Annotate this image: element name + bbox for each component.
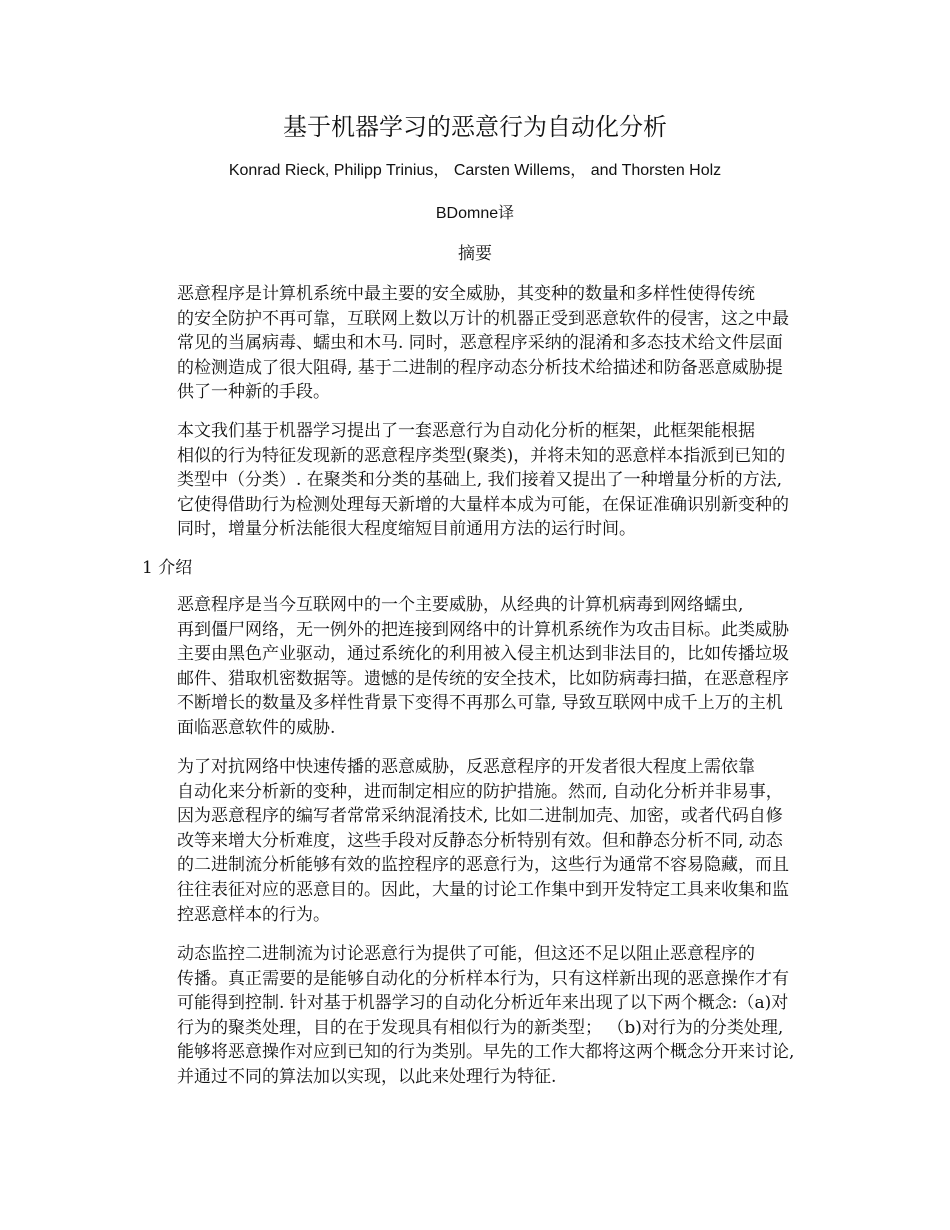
text-line: 的检测造成了很大阻碍, 基于二进制的程序动态分析技术给描述和防备恶意威胁提: [177, 357, 783, 378]
text-line: 自动化来分析新的变种，进而制定相应的防护措施。然而, 自动化分析并非易事，: [177, 781, 783, 802]
text-line: 恶意程序是计算机系统中最主要的安全威胁，其变种的数量和多样性使得传统: [177, 284, 755, 304]
text-line: 动态监控二进制流为讨论恶意行为提供了可能，但这还不足以阻止恶意程序的: [177, 944, 755, 964]
text-line: 控恶意样本的行为。: [177, 904, 330, 925]
text-line: 主要由黑色产业驱动，通过系统化的利用被入侵主机达到非法目的，比如传播垃圾: [177, 644, 789, 665]
text-line: 供了一种新的手段。: [177, 382, 330, 403]
text-line: 常见的当属病毒、蠕虫和木马. 同时，恶意程序采纳的混淆和多态技术给文件层面: [177, 333, 783, 354]
intro-paragraph-2: [142, 755, 812, 927]
text-line: 为了对抗网络中快速传播的恶意威胁，反恶意程序的开发者很大程度上需依靠: [177, 757, 755, 777]
text-line: 它使得借助行为检测处理每天新增的大量样本成为可能，在保证准确识别新变种的: [177, 494, 789, 515]
text-line: 面临恶意软件的威胁.: [177, 717, 336, 738]
text-line: 同时，增量分析法能很大程度缩短目前通用方法的运行时间。: [177, 519, 636, 540]
section-heading-introduction: 1 介绍: [142, 558, 193, 578]
translator-credit: BDomne译: [435, 205, 515, 222]
paper-authors: Konrad Rieck, Philipp Trinius， Carsten Willems， and Thorsten Holz: [228, 162, 722, 179]
text-line: 的安全防护不再可靠，互联网上数以万计的机器正受到恶意软件的侵害，这之中最: [177, 308, 789, 329]
text-line: 的二进制流分析能够有效的监控程序的恶意行为，这些行为通常不容易隐藏，而且: [177, 855, 789, 876]
text-line: 行为的聚类处理，目的在于发现具有相似行为的新类型； （b)对行为的分类处理,: [177, 1017, 784, 1038]
text-line: 因为恶意程序的编写者常常采纳混淆技术, 比如二进制加壳、加密，或者代码自修: [177, 806, 783, 827]
text-line: 能够将恶意操作对应到已知的行为类别。早先的工作大都将这两个概念分开来讨论,: [177, 1042, 795, 1063]
text-line: 并通过不同的算法加以实现，以此来处理行为特征.: [177, 1066, 557, 1087]
text-line: 邮件、猎取机密数据等。遗憾的是传统的安全技术，比如防病毒扫描，在恶意程序: [177, 668, 789, 689]
text-line: 传播。真正需要的是能够自动化的分析样本行为，只有这样新出现的恶意操作才有: [177, 968, 789, 989]
paper-title: 基于机器学习的恶意行为自动化分析: [283, 113, 667, 141]
text-line: 不断增长的数量及多样性背景下变得不再那么可靠, 导致互联网中成千上万的主机: [177, 693, 783, 714]
text-line: 类型中（分类）. 在聚类和分类的基础上, 我们接着又提出了一种增量分析的方法,: [177, 470, 783, 491]
text-line: 往往表征对应的恶意目的。因此，大量的讨论工作集中到开发特定工具来收集和监: [177, 879, 789, 900]
text-line: 本文我们基于机器学习提出了一套恶意行为自动化分析的框架，此框架能根据: [177, 421, 755, 441]
intro-paragraph-3: [142, 942, 812, 1090]
abstract-heading: 摘要: [458, 244, 492, 264]
intro-paragraph-1: [142, 593, 812, 741]
abstract-paragraph-1: [142, 282, 812, 405]
text-line: 改等来增大分析难度，这些手段对反静态分析特别有效。但和静态分析不同, 动态: [177, 830, 783, 851]
text-line: 相似的行为特征发现新的恶意程序类型(聚类)，并将未知的恶意样本指派到已知的: [177, 445, 786, 466]
text-line: 可能得到控制. 针对基于机器学习的自动化分析近年来出现了以下两个概念:（a)对: [177, 993, 789, 1014]
text-line: 恶意程序是当今互联网中的一个主要威胁，从经典的计算机病毒到网络蠕虫,: [177, 595, 744, 615]
text-line: 再到僵尸网络，无一例外的把连接到网络中的计算机系统作为攻击目标。此类威胁: [177, 619, 789, 640]
abstract-paragraph-2: [142, 419, 812, 542]
